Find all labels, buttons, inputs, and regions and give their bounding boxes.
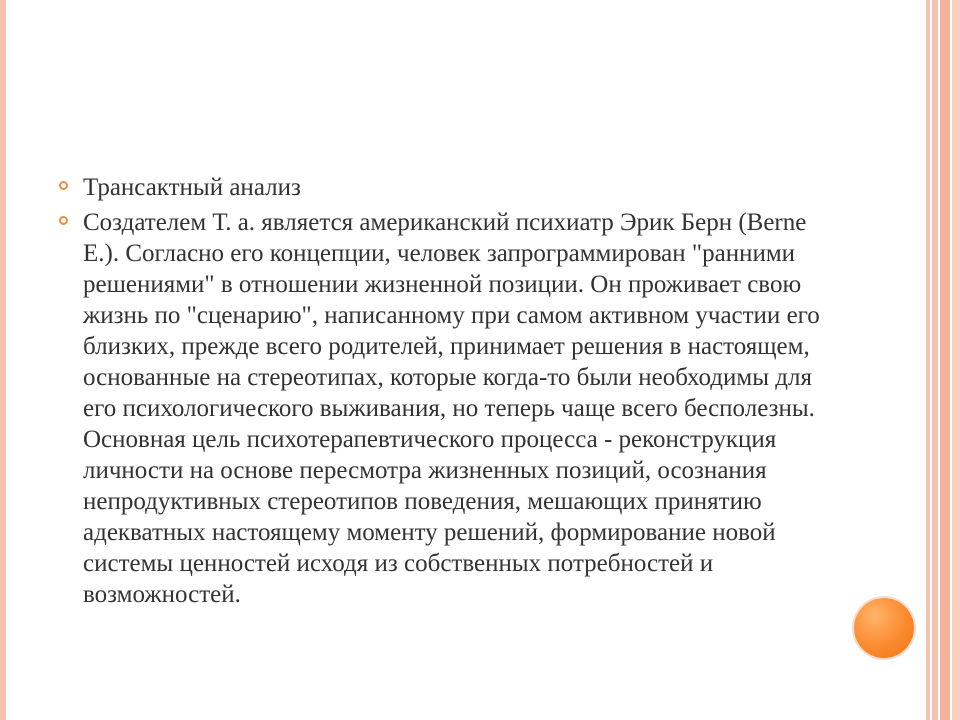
bullet-circle-icon <box>59 216 68 225</box>
frame-stripe <box>940 0 950 720</box>
bullet-list <box>83 172 823 610</box>
slide-content <box>83 172 823 614</box>
left-frame-stripe <box>0 0 6 720</box>
frame-stripe <box>952 0 960 720</box>
right-frame-stripes <box>926 0 960 720</box>
bullet-circle-icon <box>59 181 68 190</box>
bullet-item-description <box>83 207 823 610</box>
bullet-text: Трансактный анализ <box>83 174 301 201</box>
orange-circle-decoration <box>854 598 914 658</box>
bullet-text: Создателем Т. а. является американский психиатр Эрик Берн (Berne E.). Согласно его концепции, человек запрограммирован "ранними решениями" в отношении жизненной позиции. Он проживает свою жизнь по "сценарию", написанному при самом активном участии его близких, прежде всего родителей, принимает решения в настоящем, основанные на стереотипах, которые когда-то были необходимы для его психологического выживания, но теперь чаще всего бесполезны. Основная цель психотерапевтического процесса - реконструкция личности на основе пересмотра жизненных позиций, осознания непродуктивных стереотипов поведения, мешающих принятию адекватных настоящему моменту решений, формирование новой системы ценностей исходя из собственных потребностей и возможностей. <box>83 209 820 608</box>
bullet-item-title <box>83 172 823 203</box>
